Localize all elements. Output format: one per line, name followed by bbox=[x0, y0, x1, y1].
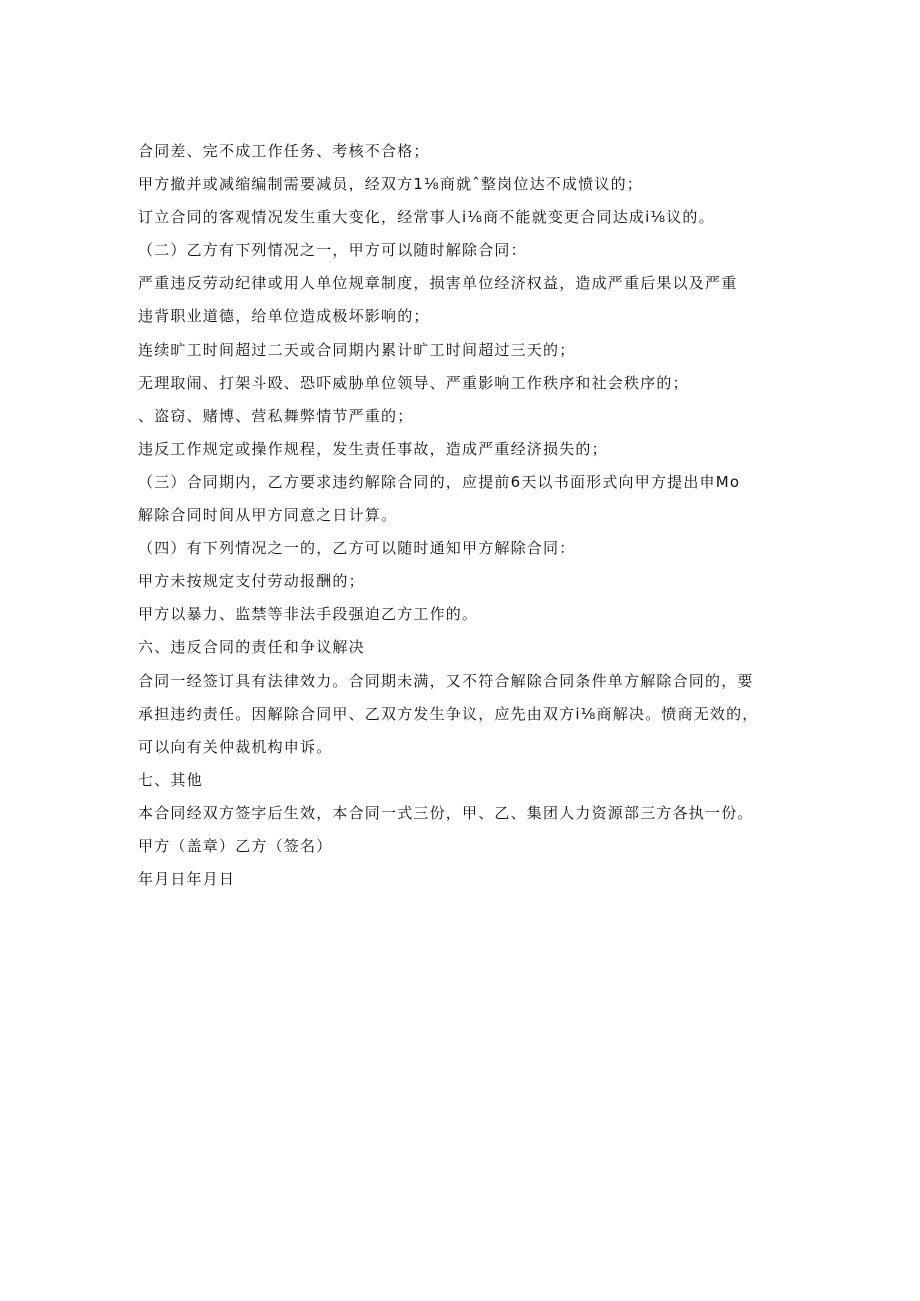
text-line: 无理取闹、打架斗殴、恐吓威胁单位领导、严重影响工作秩序和社会秩序的； bbox=[138, 373, 689, 392]
text-line: 违反工作规定或操作规程，发生责任事故，造成严重经济损失的； bbox=[138, 439, 608, 458]
section-heading: （二）乙方有下列情况之一，甲方可以随时解除合同： bbox=[138, 241, 527, 260]
text-line: 甲方未按规定支付劳动报酬的； bbox=[138, 572, 365, 591]
text-line: 合同差、完不成工作任务、考核不合格； bbox=[138, 142, 430, 160]
text-line: 、盗窃、赌博、营私舞弊情节严重的； bbox=[138, 406, 414, 425]
text-line: 承担违约责任。因解除合同甲、乙双方发生争议，应先由双方i⅛商解决。愤商无效的， bbox=[138, 704, 759, 723]
section-heading: （四）有下列情况之一的，乙方可以随时通知甲方解除合同： bbox=[138, 539, 576, 558]
text-line: 甲方撤并或减缩编制需要减员，经双方1⅛商就ˆ整岗位达不成愤议的； bbox=[138, 175, 643, 194]
text-line: 订立合同的客观情况发生重大变化，经常事人i⅛商不能就变更合同达成i⅛议的。 bbox=[138, 208, 715, 227]
text-line: 严重违反劳动纪律或用人单位规章制度，损害单位经济权益，造成严重后果以及严重 bbox=[138, 274, 738, 293]
signature-line: 甲方（盖章）乙方（签名） bbox=[138, 836, 333, 855]
section-heading: （三）合同期内，乙方要求违约解除合同的，应提前6天以书面形式向甲方提出申Mo bbox=[138, 472, 741, 491]
text-line: 解除合同时间从甲方同意之日计算。 bbox=[138, 506, 398, 525]
text-line: 可以向有关仲裁机构申诉。 bbox=[138, 737, 333, 756]
document-body bbox=[138, 136, 818, 897]
text-line: 本合同经双方签字后生效，本合同一式三份，甲、乙、集团人力资源部三方各执一份。 bbox=[138, 803, 754, 822]
section-heading: 七、其他 bbox=[138, 770, 203, 789]
text-line: 违背职业道德，给单位造成极坏影响的； bbox=[138, 307, 430, 326]
text-line: 合同一经签订具有法律效力。合同期未满，又不符合解除合同条件单方解除合同的，要 bbox=[138, 671, 754, 690]
date-line: 年月日年月日 bbox=[138, 870, 236, 889]
text-line: 甲方以暴力、监禁等非法手段强迫乙方工作的。 bbox=[138, 605, 479, 624]
text-line: 连续旷工时间超过二天或合同期内累计旷工时间超过三天的； bbox=[138, 340, 576, 359]
section-heading: 六、违反合同的责任和争议解决 bbox=[138, 638, 365, 657]
